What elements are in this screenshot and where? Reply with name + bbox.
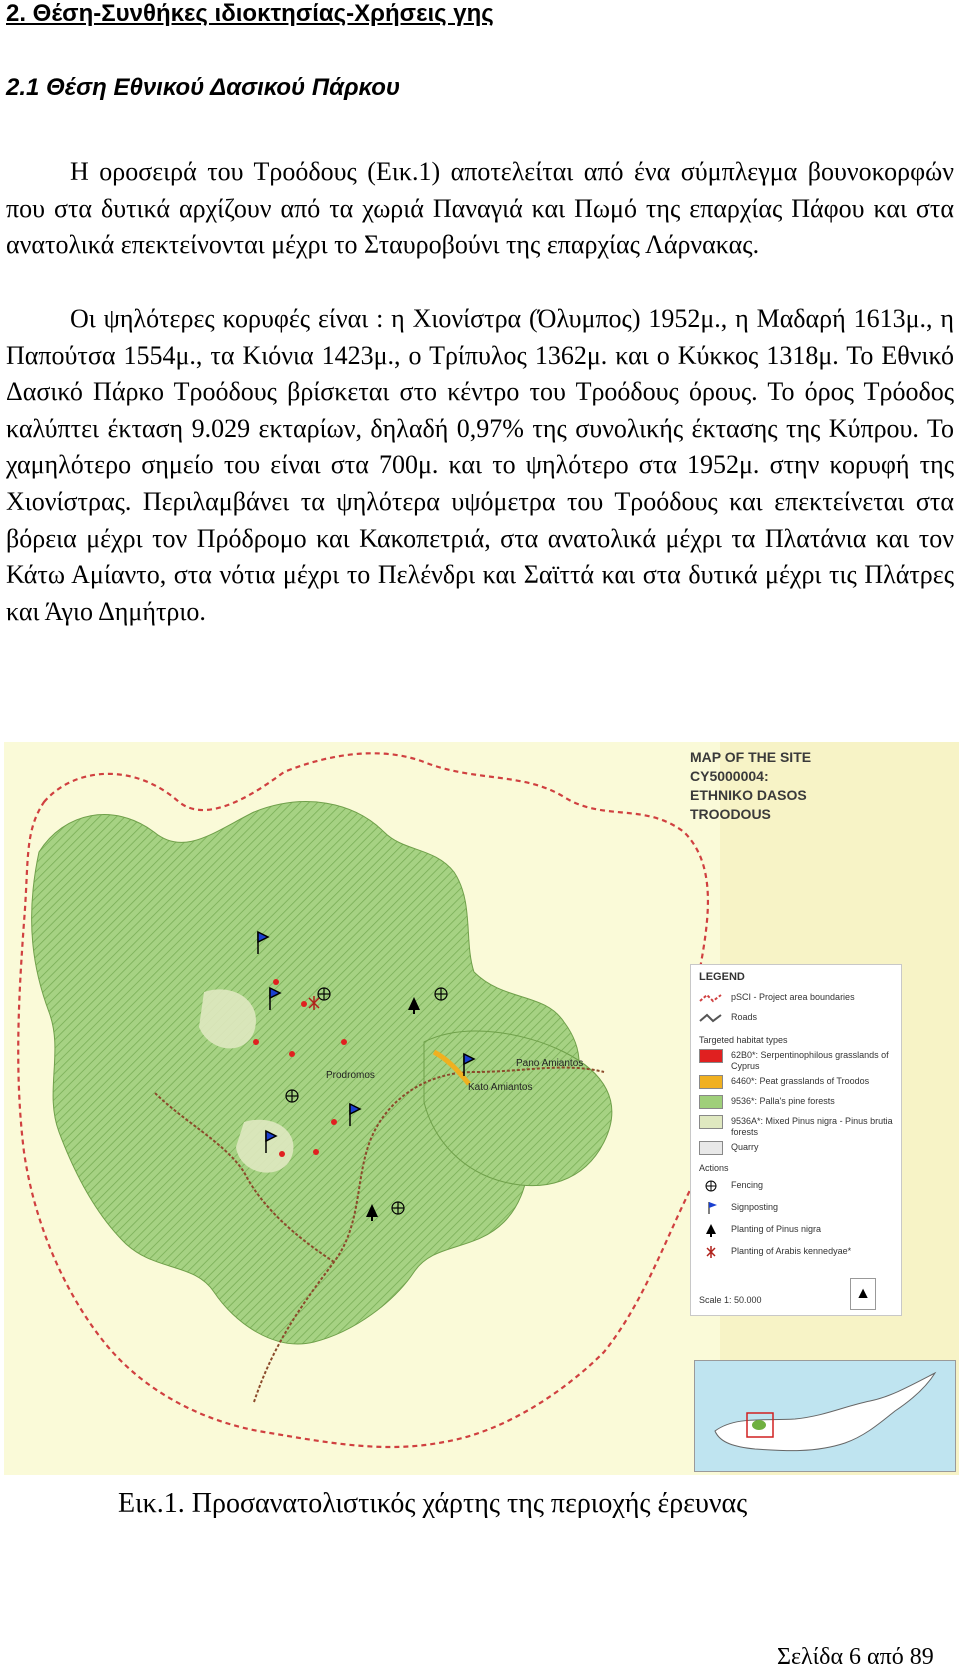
- paragraph-peaks: Οι ψηλότερες κορυφές είναι : η Χιονίστρα (Όλυμπος) 1952μ., η Μαδαρή 1613μ., η Παπούτσα 1554μ., τα Κιόνια 1423μ., ο Τρίπυλος 1362μ. και ο Κύκκος 1318μ. Το Εθνικό Δασικό Πάρκο Τροόδους βρίσκεται στο κέντρο του Τροόδους όρους. Το όρος Τρόοδος καλύπτει έκταση 9.029 εκταρίων, δηλαδή 0,97% της συνολικής έκτασης της Κύπρου. Το χαμηλότερο σημείο του είναι στα 700μ. και το ψηλότερο στα 1952μ. στην κορυφή της Χιονίστρας. Περιλαμβάνει τα ψηλότερα υψόμετρα του Τροόδους και επεκτείνεται στα βόρεια μέχρι τον Πρόδρομο και Κακοπετριά, στα ανατολικά μέχρι τα Πλατάνια και τον Κάτω Αμίαντο, στα νότια μέχρι το Πελένδρι και Σαϊττά και στα δυτικά μέχρι τις Πλάτρες και Άγιο Δημήτριο.: [6, 304, 954, 626]
- figure-caption: Εικ.1. Προσανατολιστικός χάρτης της περιοχής έρευνας: [118, 1488, 748, 1519]
- flag-icon: [699, 1201, 723, 1215]
- legend-arabis: Planting of Arabis kennedyae*: [699, 1245, 899, 1263]
- subsection-heading: 2.1 Θέση Εθνικού Δασικού Πάρκου: [6, 74, 401, 101]
- fencing-icon: [699, 1179, 723, 1193]
- site-map-figure: [4, 742, 959, 1475]
- legend-boundary: pSCI - Project area boundaries: [699, 991, 899, 1009]
- page-number: Σελίδα 6 από 89: [777, 1644, 934, 1670]
- habitat-swatch: [699, 1095, 723, 1109]
- place-label-pano-amiantos: Pano Amiantos: [516, 1058, 584, 1069]
- legend-habitat-9536: 9536*: Palla's pine forests: [699, 1095, 899, 1113]
- legend-signposting: Signposting: [699, 1201, 899, 1219]
- habitat-swatch: [699, 1075, 723, 1089]
- tree-icon: [699, 1223, 723, 1237]
- cyprus-locator-inset: [694, 1360, 956, 1472]
- habitat-swatch: [699, 1141, 723, 1155]
- legend-quarry: Quarry: [699, 1141, 899, 1159]
- place-label-kato-amiantos: Kato Amiantos: [468, 1082, 533, 1093]
- legend-title: LEGEND: [699, 971, 745, 983]
- map-title: MAP OF THE SITE CY5000004: ETHNIKO DASOS TROODOUS: [690, 749, 812, 822]
- legend-fencing: Fencing: [699, 1179, 899, 1197]
- habitat-swatch: [699, 1049, 723, 1063]
- north-arrow-icon: ▲: [850, 1278, 876, 1310]
- asterisk-icon: [699, 1245, 723, 1259]
- legend-habitat-9536a: 9536A*: Mixed Pinus nigra - Pinus brutia forests: [699, 1115, 899, 1133]
- road-line-icon: [699, 1011, 723, 1025]
- cyprus-outline: [695, 1361, 955, 1471]
- paragraph-intro: Η οροσειρά του Τροόδους (Εικ.1) αποτελείται από ένα σύμπλεγμα βουνοκορφών που στα δυτικά αρχίζουν από τα χωριά Παναγιά και Πωμό της επαρχίας Πάφου και στα ανατολικά επεκτείνονται μέχρι το Σταυροβούνι της επαρχίας Λάρνακας.: [6, 157, 954, 260]
- legend-habitat-62b0: 62B0*: Serpentinophilous grasslands of Cyprus: [699, 1049, 899, 1067]
- map-legend: [690, 964, 902, 1316]
- place-label-prodromos: Prodromos: [326, 1070, 375, 1081]
- legend-habitat-heading: Targeted habitat types: [699, 1035, 788, 1045]
- map-scale: Scale 1: 50.000: [699, 1295, 762, 1305]
- boundary-line-icon: [699, 991, 723, 1005]
- legend-pinus: Planting of Pinus nigra: [699, 1223, 899, 1241]
- legend-habitat-6460: 6460*: Peat grasslands of Troodos: [699, 1075, 899, 1093]
- legend-actions-heading: Actions: [699, 1163, 729, 1173]
- section-heading: 2. Θέση-Συνθήκες ιδιοκτησίας-Χρήσεις γης: [6, 0, 494, 27]
- habitat-swatch: [699, 1115, 723, 1129]
- legend-roads: Roads: [699, 1011, 899, 1029]
